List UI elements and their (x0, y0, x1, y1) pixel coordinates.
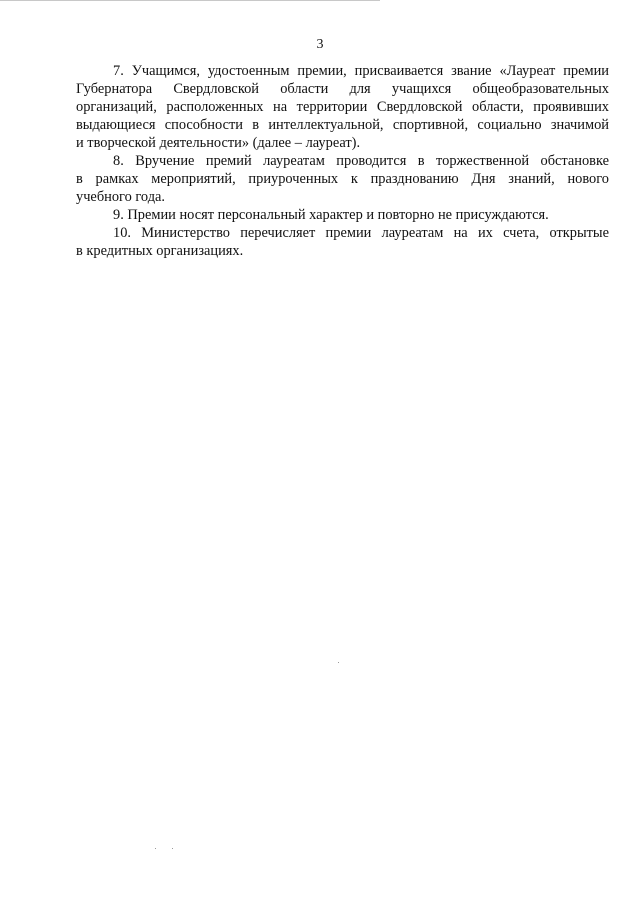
text-line: 7. Учащимся, удостоенным премии, присваивается звание «Лауреат премии (113, 63, 609, 79)
paragraph-8 (76, 152, 609, 206)
scan-edge-line (0, 0, 380, 1)
scan-speck (172, 848, 173, 849)
text-line: 10. Министерство перечисляет премии лауреатам на их счета, открытые (113, 225, 609, 241)
text-line: в рамках мероприятий, приуроченных к празднованию Дня знаний, нового (76, 171, 609, 187)
text-line: в кредитных организациях. (76, 243, 244, 259)
text-line: и творческой деятельности» (далее – лауреат). (76, 135, 361, 151)
paragraph-10 (76, 224, 609, 260)
page-number: 3 (316, 37, 324, 52)
document-body (76, 62, 609, 260)
text-line: организаций, расположенных на территории Свердловской области, проявивших (76, 99, 609, 115)
scan-speck (155, 848, 156, 849)
paragraph-9 (76, 206, 609, 224)
text-line: 9. Премии носят персональный характер и повторно не присуждаются. (113, 207, 549, 223)
text-line: выдающиеся способности в интеллектуальной, спортивной, социально значимой (76, 117, 609, 133)
text-line: Губернатора Свердловской области для учащихся общеобразовательных (76, 81, 609, 97)
paragraph-7 (76, 62, 609, 152)
text-line: 8. Вручение премий лауреатам проводится в торжественной обстановке (113, 153, 609, 169)
text-line: учебного года. (76, 189, 166, 205)
scan-speck (338, 662, 339, 663)
